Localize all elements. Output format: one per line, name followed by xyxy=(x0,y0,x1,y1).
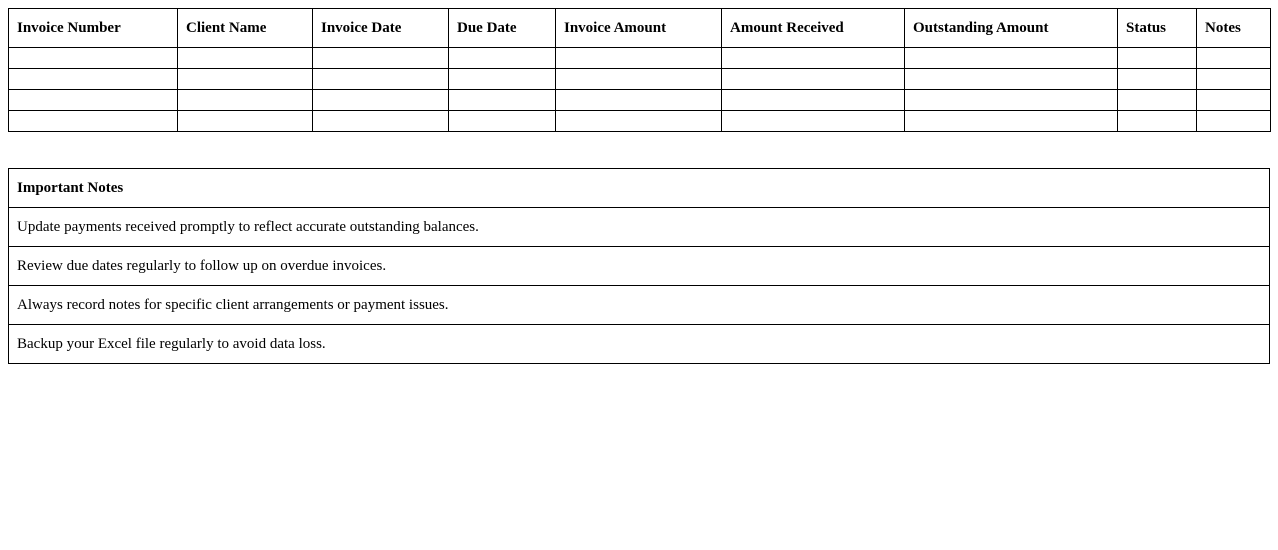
header-due-date: Due Date xyxy=(449,9,556,48)
table-cell[interactable] xyxy=(9,48,178,69)
note-text: Backup your Excel file regularly to avoid data loss. xyxy=(9,325,1270,364)
table-cell[interactable] xyxy=(1118,111,1197,132)
header-invoice-number: Invoice Number xyxy=(9,9,178,48)
header-amount-received: Amount Received xyxy=(722,9,905,48)
table-cell[interactable] xyxy=(449,90,556,111)
list-item xyxy=(9,208,1270,247)
table-cell[interactable] xyxy=(722,69,905,90)
list-item xyxy=(9,325,1270,364)
list-item xyxy=(9,286,1270,325)
table-cell[interactable] xyxy=(722,111,905,132)
table-cell[interactable] xyxy=(1118,48,1197,69)
table-cell[interactable] xyxy=(313,111,449,132)
table-cell[interactable] xyxy=(1197,111,1271,132)
table-cell[interactable] xyxy=(722,48,905,69)
table-cell[interactable] xyxy=(9,69,178,90)
table-cell[interactable] xyxy=(178,111,313,132)
note-text: Review due dates regularly to follow up on overdue invoices. xyxy=(9,247,1270,286)
table-cell[interactable] xyxy=(556,69,722,90)
table-cell[interactable] xyxy=(1118,90,1197,111)
table-cell[interactable] xyxy=(313,48,449,69)
notes-header-row xyxy=(9,169,1270,208)
table-cell[interactable] xyxy=(722,90,905,111)
notes-title: Important Notes xyxy=(9,169,1270,208)
list-item xyxy=(9,247,1270,286)
note-text: Update payments received promptly to reflect accurate outstanding balances. xyxy=(9,208,1270,247)
table-cell[interactable] xyxy=(1197,90,1271,111)
table-row xyxy=(9,69,1271,90)
note-text: Always record notes for specific client arrangements or payment issues. xyxy=(9,286,1270,325)
table-cell[interactable] xyxy=(449,48,556,69)
table-cell[interactable] xyxy=(313,90,449,111)
table-cell[interactable] xyxy=(905,69,1118,90)
table-cell[interactable] xyxy=(905,90,1118,111)
invoice-header-row xyxy=(9,9,1271,48)
header-status: Status xyxy=(1118,9,1197,48)
header-client-name: Client Name xyxy=(178,9,313,48)
table-cell[interactable] xyxy=(9,90,178,111)
table-row xyxy=(9,111,1271,132)
table-cell[interactable] xyxy=(905,111,1118,132)
table-row xyxy=(9,48,1271,69)
table-cell[interactable] xyxy=(313,69,449,90)
table-cell[interactable] xyxy=(905,48,1118,69)
important-notes-table xyxy=(8,168,1270,364)
table-cell[interactable] xyxy=(556,48,722,69)
table-cell[interactable] xyxy=(178,69,313,90)
table-cell[interactable] xyxy=(556,111,722,132)
table-cell[interactable] xyxy=(556,90,722,111)
table-cell[interactable] xyxy=(1197,48,1271,69)
table-cell[interactable] xyxy=(178,48,313,69)
header-invoice-date: Invoice Date xyxy=(313,9,449,48)
table-cell[interactable] xyxy=(1197,69,1271,90)
header-outstanding-amount: Outstanding Amount xyxy=(905,9,1118,48)
header-invoice-amount: Invoice Amount xyxy=(556,9,722,48)
table-cell[interactable] xyxy=(178,90,313,111)
table-row xyxy=(9,90,1271,111)
header-notes: Notes xyxy=(1197,9,1271,48)
table-cell[interactable] xyxy=(1118,69,1197,90)
table-cell[interactable] xyxy=(9,111,178,132)
invoice-table xyxy=(8,8,1271,132)
table-cell[interactable] xyxy=(449,111,556,132)
table-cell[interactable] xyxy=(449,69,556,90)
